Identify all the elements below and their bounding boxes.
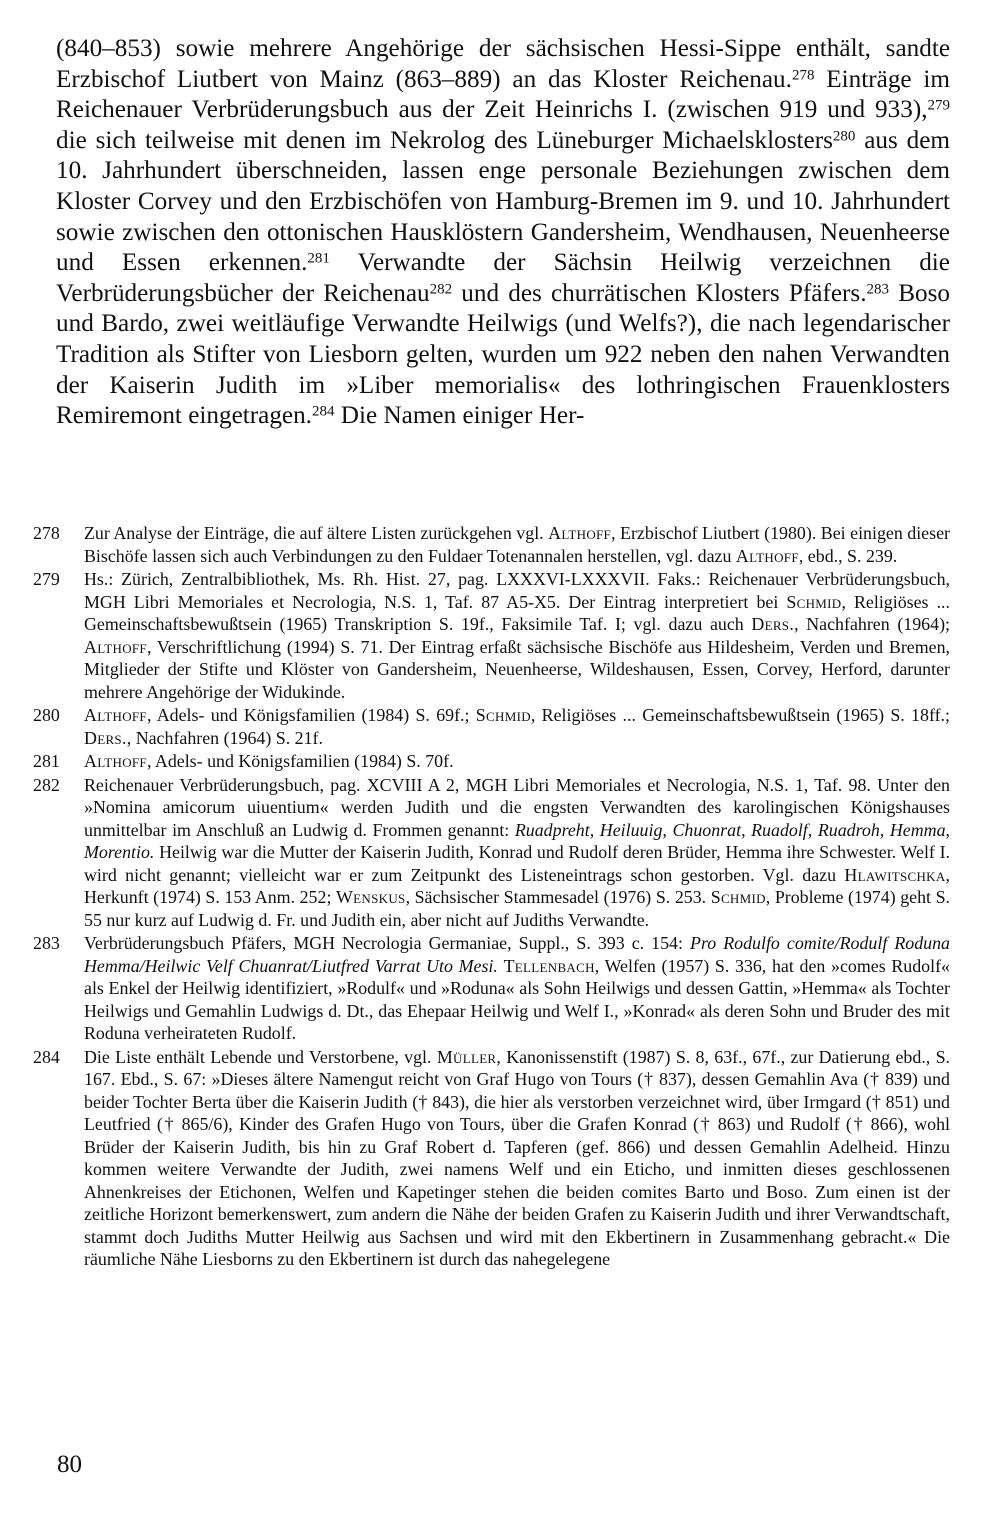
text-run: , Adels- und Königsfamilien (1984) S. 70f. (146, 751, 454, 771)
footnote-279 (33, 568, 950, 703)
footnote-reference: 282 (429, 281, 453, 298)
author-name: Tellenbach (503, 955, 595, 976)
text-run: , ebd., S. 239. (798, 545, 898, 566)
text-run: , Nachfahren (1964) S. 21f. (126, 727, 323, 748)
author-name: Schmid (475, 705, 531, 725)
text-run: Verbrüderungsbuch Pfäfers, MGH Necrologia Germaniae, Suppl., S. 393 c. 154: (84, 933, 691, 953)
text-run: Boso und Bardo, zwei weitläufige Verwandte Heilwigs (und Welfs?), die nach legendarischer Tradition als Stifter von Liesborn gelten, wurden um 922 neben den nahen Verwandten der Kaiserin Judith im »Liber memorialis« des lothringischen Frauenklosters Remiremont eingetragen. (56, 279, 950, 430)
author-name: Althoff (84, 751, 147, 771)
footnote-number: 280 (33, 705, 60, 725)
author-name: Müller (436, 1046, 497, 1067)
footnote-278 (33, 522, 950, 567)
text-run: die sich teilweise mit denen im Nekrolog des Lüneburger Michaelsklosters (56, 126, 833, 154)
text-run: , Religiöses ... Gemeinschaftsbewußtsein (1965) S. 18ff.; (530, 705, 950, 725)
author-name: Althoff (84, 705, 147, 725)
author-name: Ders. (84, 727, 127, 748)
text-run: , Herkunft (1974) S. 153 Anm. 252; (84, 864, 950, 907)
footnote-number: 281 (33, 751, 60, 771)
footnote-280 (33, 704, 950, 749)
footnote-number: 283 (33, 933, 60, 953)
text-run: , Religiöses ... Gemeinschaftsbewußtsein (1965) Transkription S. 19f., Faksimile Taf. I; vgl. dazu auch (84, 591, 950, 634)
main-text-paragraph (56, 34, 950, 432)
footnote-number: 278 (33, 523, 60, 543)
text-run: Zur Analyse der Einträge, die auf ältere Listen zurückgehen vgl. (84, 523, 549, 543)
text-run: Die Liste enthält Lebende und Verstorbene, vgl. (84, 1046, 437, 1067)
footnote-reference: 281 (307, 250, 330, 267)
footnotes-section (33, 522, 951, 1272)
text-run: Einträge im Reichenauer Verbrüderungsbuch aus der Zeit Heinrichs I. (zwischen 919 und 933), (56, 65, 950, 124)
text-run: aus dem 10. Jahrhundert überschneiden, lassen enge personale Beziehungen zwischen dem Kloster Corvey und den Erzbischöfen von Hamburg-Bremen im 9. und 10. Jahrhundert sowie zwischen den ottonischen Hausklöstern Gandersheim, Wendhausen, Neuenheerse und Essen erkennen. (56, 126, 950, 277)
author-name: Althoff (84, 636, 147, 657)
author-name: Althoff (735, 545, 799, 566)
text-run: , Nachfahren (1964); (794, 614, 950, 634)
text-run: , Verschriftlichung (1994) S. 71. Der Eintrag erfaßt sächsische Bischöfe aus Hildesheim, Verden und Bremen, Mitglieder der Stifte und Klöster von Gandersheim, Neuenheerse, Wildeshausen, Essen, Corvey, Herford, darunter mehrere Angehörige der Widukinde. (84, 636, 950, 702)
footnote-number: 279 (33, 569, 60, 589)
footnote-281 (33, 750, 950, 773)
author-name: Ders. (751, 614, 795, 634)
footnote-283 (33, 932, 950, 1045)
text-run: Hs.: Zürich, Zentralbibliothek, Ms. Rh. Hist. 27, pag. LXXXVI-LXXXVII. Faks.: Reichenauer Verbrüderungsbuch, MGH Libri Memoriales et Necrologia, N.S. 1, Taf. 87 A5-X5. Der Eintrag interpretiert bei (84, 569, 950, 612)
author-name: Hlawitschka (844, 864, 946, 885)
italic-text: Pro Rodulfo comite/Rodulf Roduna Hemma/Heilwic Velf Chuanrat/Liutfred Varrat Uto Mesi. (84, 933, 950, 976)
text-run: , Welfen (1957) S. 336, hat den »comes Rudolf« als Enkel der Heilwig identifiziert, »Rodulf« und »Roduna« als Sohn Heilwigs und dessen Gattin, »Hemma« als Tochter Heilwigs und Gemahlin Ludwigs d. Dt., das Ehepaar Heilwig und Welf I., »Konrad« als deren Sohn und Bruder des mit Roduna verheirateten Rudolf. (84, 955, 950, 1043)
text-run: , Adels- und Königsfamilien (1984) S. 69f.; (146, 705, 476, 725)
text-run: , Erzbischof Liutbert (1980). Bei einigen dieser Bischöfe lassen sich auch Verbindungen zu den Fuldaer Totenannalen herstellen, vgl. dazu (84, 523, 950, 566)
footnote-reference: 284 (311, 403, 335, 420)
footnote-reference: 283 (866, 281, 890, 298)
text-run: , Sächsischer Stammesadel (1976) S. 253. (405, 887, 711, 907)
page-number: 80 (57, 1451, 82, 1478)
text-run: Die Namen einiger Her- (334, 402, 585, 430)
footnote-reference: 278 (791, 67, 815, 84)
text-run: Heilwig war die Mutter der Kaiserin Judith, Konrad und Rudolf deren Brüder, Hemma ihre Schwester. Welf I. wird nicht genannt; vielleicht war er zum Zeitpunkt des Listeneintrags schon gestorben. Vgl. dazu (84, 842, 950, 885)
author-name: Schmid (710, 887, 766, 907)
text-run: , Kanonissenstift (1987) S. 8, 63f., 67f., zur Datierung ebd., S. 167. Ebd., S. 67: »Dieses ältere Namengut reicht von Graf Hugo von Tours († 837), dessen Gemahlin Ava († 839) und beider Tochter Berta über die Kaiserin Judith († 843), die hier als verstorben verzeichnet wird, über Irmgard († 851) und Leutfried († 865/6), Kinder des Grafen Hugo von Tours, über die Grafen Konrad († 863) und Rudolf († 866), wohl Brüder der Kaiserin Judith, bis hin zu Graf Robert d. Tapferen (gef. 866) und dessen Gemahlin Adelheid. Hinzu kommen weitere Verwandte der Judith, zwei namens Welf und ein Eticho, und inmitten dieses geschlossenen Ahnenkreises der Etichonen, Welfen und Kapetinger stehen die beiden comites Barto und Boso. Zum einen ist der zeitliche Horizont bemerkenswert, zum andern die Nähe der beiden Grafen zu Kaiserin Judith und ihrer Verwandtschaft, stammt doch Judiths Mutter Heilwig aus Sachsen und wird mit den Ekbertinern in Zusammenhang gebracht.« Die räumliche Nähe Liesborns zu den Ekbertinern ist durch das nahegelegene (84, 1046, 950, 1269)
author-name: Wenskus (336, 887, 406, 907)
footnote-reference: 280 (832, 128, 856, 145)
footnote-284 (33, 1046, 950, 1271)
footnote-number: 282 (33, 774, 60, 795)
page (33, 34, 951, 1269)
author-name: Schmid (786, 591, 842, 612)
text-run: Reichenauer Verbrüderungsbuch, pag. XCVIII A 2, MGH Libri Memoriales et Necrologia, N.S. 1, Taf. 98. Unter den »Nomina amicorum uiuentium« werden Judith und die engsten Verwandten des karolingischen Königshauses unmittelbar im Anschluß an Ludwig d. Frommen genannt: (84, 774, 950, 840)
text-run: und des churrätischen Klosters Pfäfers. (452, 279, 867, 307)
footnote-282 (33, 774, 951, 932)
text-run: , Probleme (1974) geht S. 55 nur kurz auf Ludwig d. Fr. und Judith ein, aber nicht auf Judiths Verwandte. (84, 887, 951, 930)
italic-text: Ruadpreht, Heiluuig, Chuonrat, Ruadolf, Ruadroh, Hemma, Morentio. (84, 819, 950, 862)
text-run: (840–853) sowie mehrere Angehörige der sächsischen Hessi-Sippe enthält, sandte Erzbischof Liutbert von Mainz (863–889) an das Kloster Reichenau. (56, 35, 950, 93)
text-run: Verwandte der Sächsin Heilwig verzeichnen die Verbrüderungsbücher der Reichenau (56, 249, 950, 307)
author-name: Althoff (548, 523, 612, 543)
footnote-reference: 279 (927, 97, 950, 114)
footnote-number: 284 (33, 1046, 60, 1067)
